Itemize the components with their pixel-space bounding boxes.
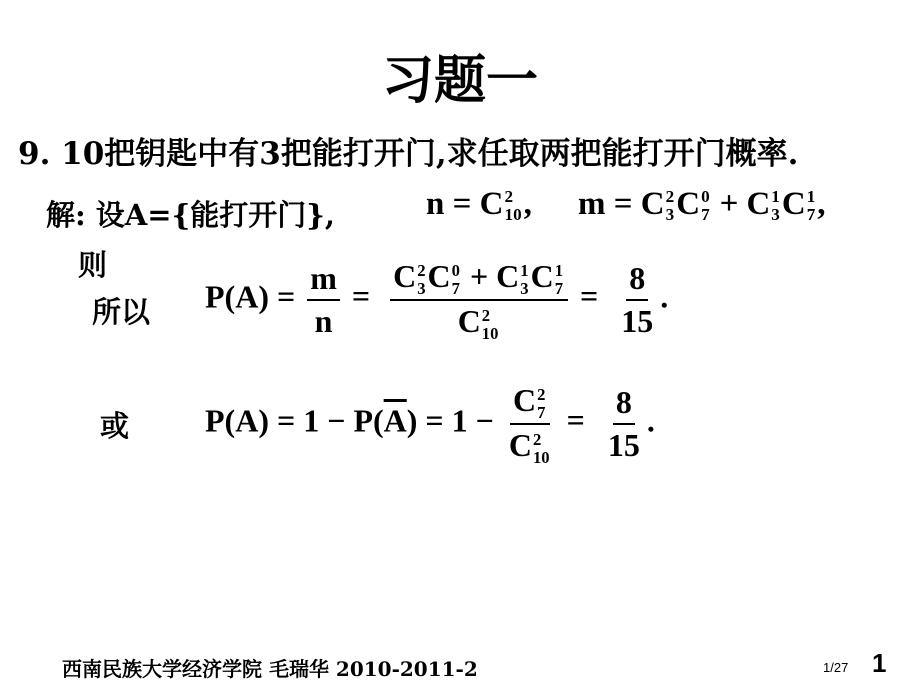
alt-lhs: P(A) = 1 − P(	[205, 402, 384, 439]
footer-credit: 西南民族大学经济学院 毛瑞华 2010-2011-2	[62, 657, 478, 681]
result-denominator: 15	[621, 303, 654, 340]
complement-result-denominator: 15	[607, 427, 640, 464]
n-def-text: n = C	[426, 186, 504, 222]
problem-statement: 9. 10把钥匙中有3把能打开门,求任取两把能打开门概率.	[18, 136, 799, 172]
solution-intro: 解: 设A={能打开门},	[46, 198, 335, 232]
result-fraction	[618, 260, 656, 340]
m-over-n-fraction	[307, 260, 340, 340]
frac-numerator: m	[307, 260, 340, 301]
m-def-lhs: m =	[578, 186, 641, 222]
complement-fraction: C 2 7 C 2 10	[508, 382, 550, 467]
a-complement: $\overline{A}$	[383, 402, 407, 439]
then-label: 则	[78, 248, 108, 282]
complement-equation: $P(A) = 1 - P(\overline{A}) = 1$ − C 2 7 C 2 10 = $\frac{8}{15}$ .	[205, 382, 655, 467]
huo-label: 或	[100, 409, 130, 443]
suoyi-label: 所以	[92, 295, 151, 329]
n-sub: 10	[504, 205, 522, 225]
n-definition	[426, 186, 532, 224]
probability-equation: P(A) = $\frac{m}{n}$ = C 2 3 C 0 7 + C 1 3 C 1 7 C 2 10 = $\frac{8}{15}$ .	[205, 258, 669, 343]
p-lhs: P(A) =	[205, 278, 304, 315]
complement-result-numerator: 8	[613, 384, 635, 425]
n-sup: 2	[504, 187, 514, 207]
result-numerator: 8	[626, 260, 648, 301]
slide-number: 1	[872, 648, 887, 678]
n-combination-indices	[505, 188, 522, 224]
combination-fraction: C 2 3 C 0 7 + C 1 3 C 1 7 C 2 10	[390, 258, 568, 342]
n-comma: ,	[523, 186, 532, 222]
alt-mid: ) = 1 −	[406, 402, 494, 439]
m-definition: m = C 2 3 C 0 7 + C 1 3 C 1 7 ,	[578, 186, 826, 225]
slide-title: 习题一	[381, 51, 538, 111]
page-indicator: 1/27	[823, 660, 849, 675]
complement-result-fraction	[605, 384, 643, 464]
frac-denominator: n	[314, 303, 333, 340]
